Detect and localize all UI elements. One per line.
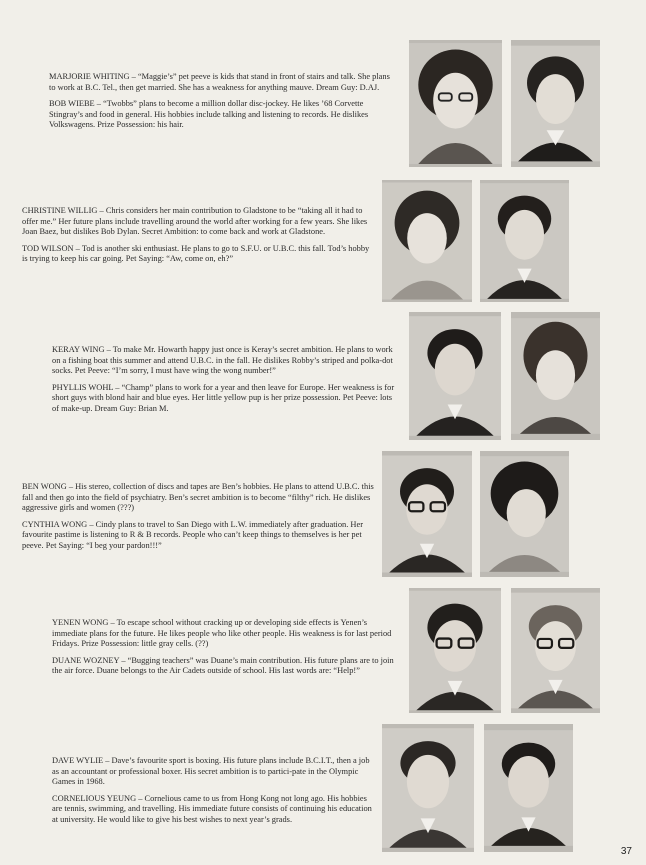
student-name: DUANE WOZNEY <box>52 655 120 665</box>
bio-ben-wong: BEN WONG – His stereo, collection of discs and tapes are Ben’s hobbies. He plans to attend U.B.C. this fall and then go into the field of psychiatry. Ben’s secret ambition is to become “filthy” rich. He dislikes aggressive girls and women (???) <box>22 482 374 513</box>
portrait-photo-girl <box>382 180 472 302</box>
portrait-photo-boy <box>382 724 474 852</box>
bio-block-row-4 <box>22 482 374 558</box>
page-number: 37 <box>620 846 632 857</box>
student-name: CORNELIOUS YEUNG <box>52 793 137 803</box>
portrait-photo-girl <box>480 451 569 577</box>
student-name: CYNTHIA WONG <box>22 519 88 529</box>
student-name: KERAY WING <box>52 345 105 354</box>
bio-text: “Twobbs” plans to become a million dollar disc-jockey. He likes ’68 Corvette Stingray’s and food in general. His hobbies include talking and listening to records. He dislikes Volkswagens. Prize Possession: his hair. <box>49 99 369 130</box>
student-name: YENEN WONG <box>52 618 109 627</box>
student-name: TOD WILSON <box>22 243 74 253</box>
bio-text: To escape school without cracking up or developing side effects is Yenen’s immediate plans for the future. He likes people who like other people. His weakness is for last period Fridays. Prize Possession: little gray cells. (??) <box>52 618 392 649</box>
bio-phyllis-wohl: PHYLLIS WOHL – “Champ” plans to work for a year and then leave for Europe. Her weakness is for short guys with blond hair and blue eyes. Her little yellow pup is her prize possession. Pet Peeve: lots of make-up. Dream Guy: Brian M. <box>52 382 395 413</box>
bio-text: “Champ” plans to work for a year and then leave for Europe. Her weakness is for short guys with blond hair and blue eyes. Her little yellow pup is her prize possession. Pet Peeve: lots of make-up. Dream Guy: Brian M. <box>52 382 395 413</box>
bio-text: Tod is another ski enthusiast. He plans to go to S.F.U. or U.B.C. this fall. Tod’s hobby is trying to keep his car going. Pet Saying: “Aw, come on, eh?” <box>22 243 370 264</box>
bio-text: Chris considers her main contribution to Gladstone to be “taking all it had to offer me.” Her future plans include travelling around the world after working for a few years. She likes Joan Baez, but dislikes Bob Dylan. Secret Ambition: to come back and work at Gladstone. <box>22 206 368 237</box>
bio-block-row-1 <box>49 72 397 137</box>
bio-yenen-wong: YENEN WONG – To escape school without cracking up or developing side effects is Yenen’s immediate plans for the future. He likes people who like other people. His weakness is for last period Fridays. Prize Possession: little gray cells. (??) <box>52 618 392 649</box>
portrait-photo-boy-glasses <box>409 588 501 713</box>
bio-text: “Bugging teachers” was Duane’s main contribution. His future plans are to join the air force. Duane belongs to the Air Cadets outside of school. His last words are: “Help!” <box>52 655 394 676</box>
bio-dave-wylie: DAVE WYLIE – Dave’s favourite sport is boxing. His future plans include B.C.I.T., then a job as an accountant or professional boxer. His secret ambition is to partici-pate in the Olympic Games in 1968. <box>52 756 370 787</box>
bio-duane-wozney: DUANE WOZNEY – “Bugging teachers” was Duane’s main contribution. His future plans are to join the air force. Duane belongs to the Air Cadets outside of school. His last words are: “Help!” <box>52 655 394 676</box>
bio-text: Dave’s favourite sport is boxing. His future plans include B.C.I.T., then a job as an accountant or professional boxer. His secret ambition is to partici-pate in the Olympic Games in 1968. <box>52 756 370 787</box>
bio-text: Cindy plans to travel to San Diego with L.W. immediately after graduation. Her favourite pastime is listening to R & B records. People who can’t keep things to themselves is her pet peeve. Pet Saying: “I beg your pardon!!!” <box>22 519 363 550</box>
bio-text: His stereo, collection of discs and tapes are Ben’s hobbies. He plans to attend U.B.C. this fall and then go into the field of psychiatry. Ben’s secret ambition is to become “filthy” rich. He dislikes aggressive girls and women (???) <box>22 482 374 513</box>
bio-tod-wilson: TOD WILSON – Tod is another ski enthusiast. He plans to go to S.F.U. or U.B.C. this fall. Tod’s hobby is trying to keep his car going. Pet Saying: “Aw, come on, eh?” <box>22 243 370 264</box>
student-name: CHRISTINE WILLIG <box>22 206 98 215</box>
bio-block-row-2 <box>22 206 372 271</box>
student-name: BEN WONG <box>22 482 67 491</box>
bio-text: Cornelious came to us from Hong Kong not long ago. His hobbies are tennis, swimming, and travelling. His immediate future consists of continuing his education at university. He would like to give his best wishes to next year’s grads. <box>52 793 372 824</box>
student-name: DAVE WYLIE <box>52 756 104 765</box>
bio-block-row-5 <box>52 618 398 683</box>
portrait-photo-girl-glasses <box>409 40 502 167</box>
bio-christine-willig: CHRISTINE WILLIG – Chris considers her main contribution to Gladstone to be “taking all it had to offer me.” Her future plans include travelling around the world after working for a few years. She likes Joan Baez, but dislikes Bob Dylan. Secret Ambition: to come back and work at Gladstone. <box>22 206 368 237</box>
portrait-photo-girl <box>511 312 600 440</box>
student-name: MARJORIE WHITING <box>49 72 130 81</box>
bio-cynthia-wong: CYNTHIA WONG – Cindy plans to travel to San Diego with L.W. immediately after graduation. Her favourite pastime is listening to R & B records. People who can’t keep things to themselves is her pet peeve. Pet Saying: “I beg your pardon!!!” <box>22 519 363 550</box>
portrait-photo-boy <box>484 724 573 852</box>
portrait-photo-boy-glasses <box>511 588 600 713</box>
portrait-photo-boy <box>511 40 600 167</box>
bio-keray-wing: KERAY WING – To make Mr. Howarth happy just once is Keray’s secret ambition. He plans to work on a fishing boat this summer and attend U.B.C. in the fall. He dislikes Robby’s striped and polka-dot socks. Pet Peeve: “I’m sorry, I must have wing the wong number!” <box>52 345 393 376</box>
bio-text: To make Mr. Howarth happy just once is Keray’s secret ambition. He plans to work on a fishing boat this summer and attend U.B.C. in the fall. He dislikes Robby’s striped and polka-dot socks. Pet Peeve: “I’m sorry, I must have wing the wong number!” <box>52 345 393 376</box>
bio-bob-wiebe: BOB WIEBE – “Twobbs” plans to become a million dollar disc-jockey. He likes ’68 Corvette Stingray’s and food in general. His hobbies include talking and listening to records. He dislikes Volkswagens. Prize Possession: his hair. <box>49 99 369 130</box>
bio-cornelious-yeung: CORNELIOUS YEUNG – Cornelious came to us from Hong Kong not long ago. His hobbies are tennis, swimming, and travelling. His immediate future consists of continuing his education at university. He would like to give his best wishes to next year’s grads. <box>52 793 372 824</box>
student-name: PHYLLIS WOHL <box>52 382 114 392</box>
portrait-photo-boy <box>409 312 501 440</box>
portrait-photo-boy-glasses <box>382 451 472 577</box>
student-name: BOB WIEBE <box>49 99 95 109</box>
bio-block-row-6 <box>52 756 376 832</box>
bio-marjorie-whiting: MARJORIE WHITING – “Maggie’s” pet peeve is kids that stand in front of stairs and talk. She plans to work at B.C. Tel., then get married. She has a weakness for anything mauve. Dream Guy: D.AJ. <box>49 72 390 92</box>
portrait-photo-boy <box>480 180 569 302</box>
bio-block-row-3 <box>52 345 398 421</box>
bio-text: “Maggie’s” pet peeve is kids that stand in front of stairs and talk. She plans to work at B.C. Tel., then get married. She has a weakness for anything mauve. Dream Guy: D.AJ. <box>49 72 390 92</box>
